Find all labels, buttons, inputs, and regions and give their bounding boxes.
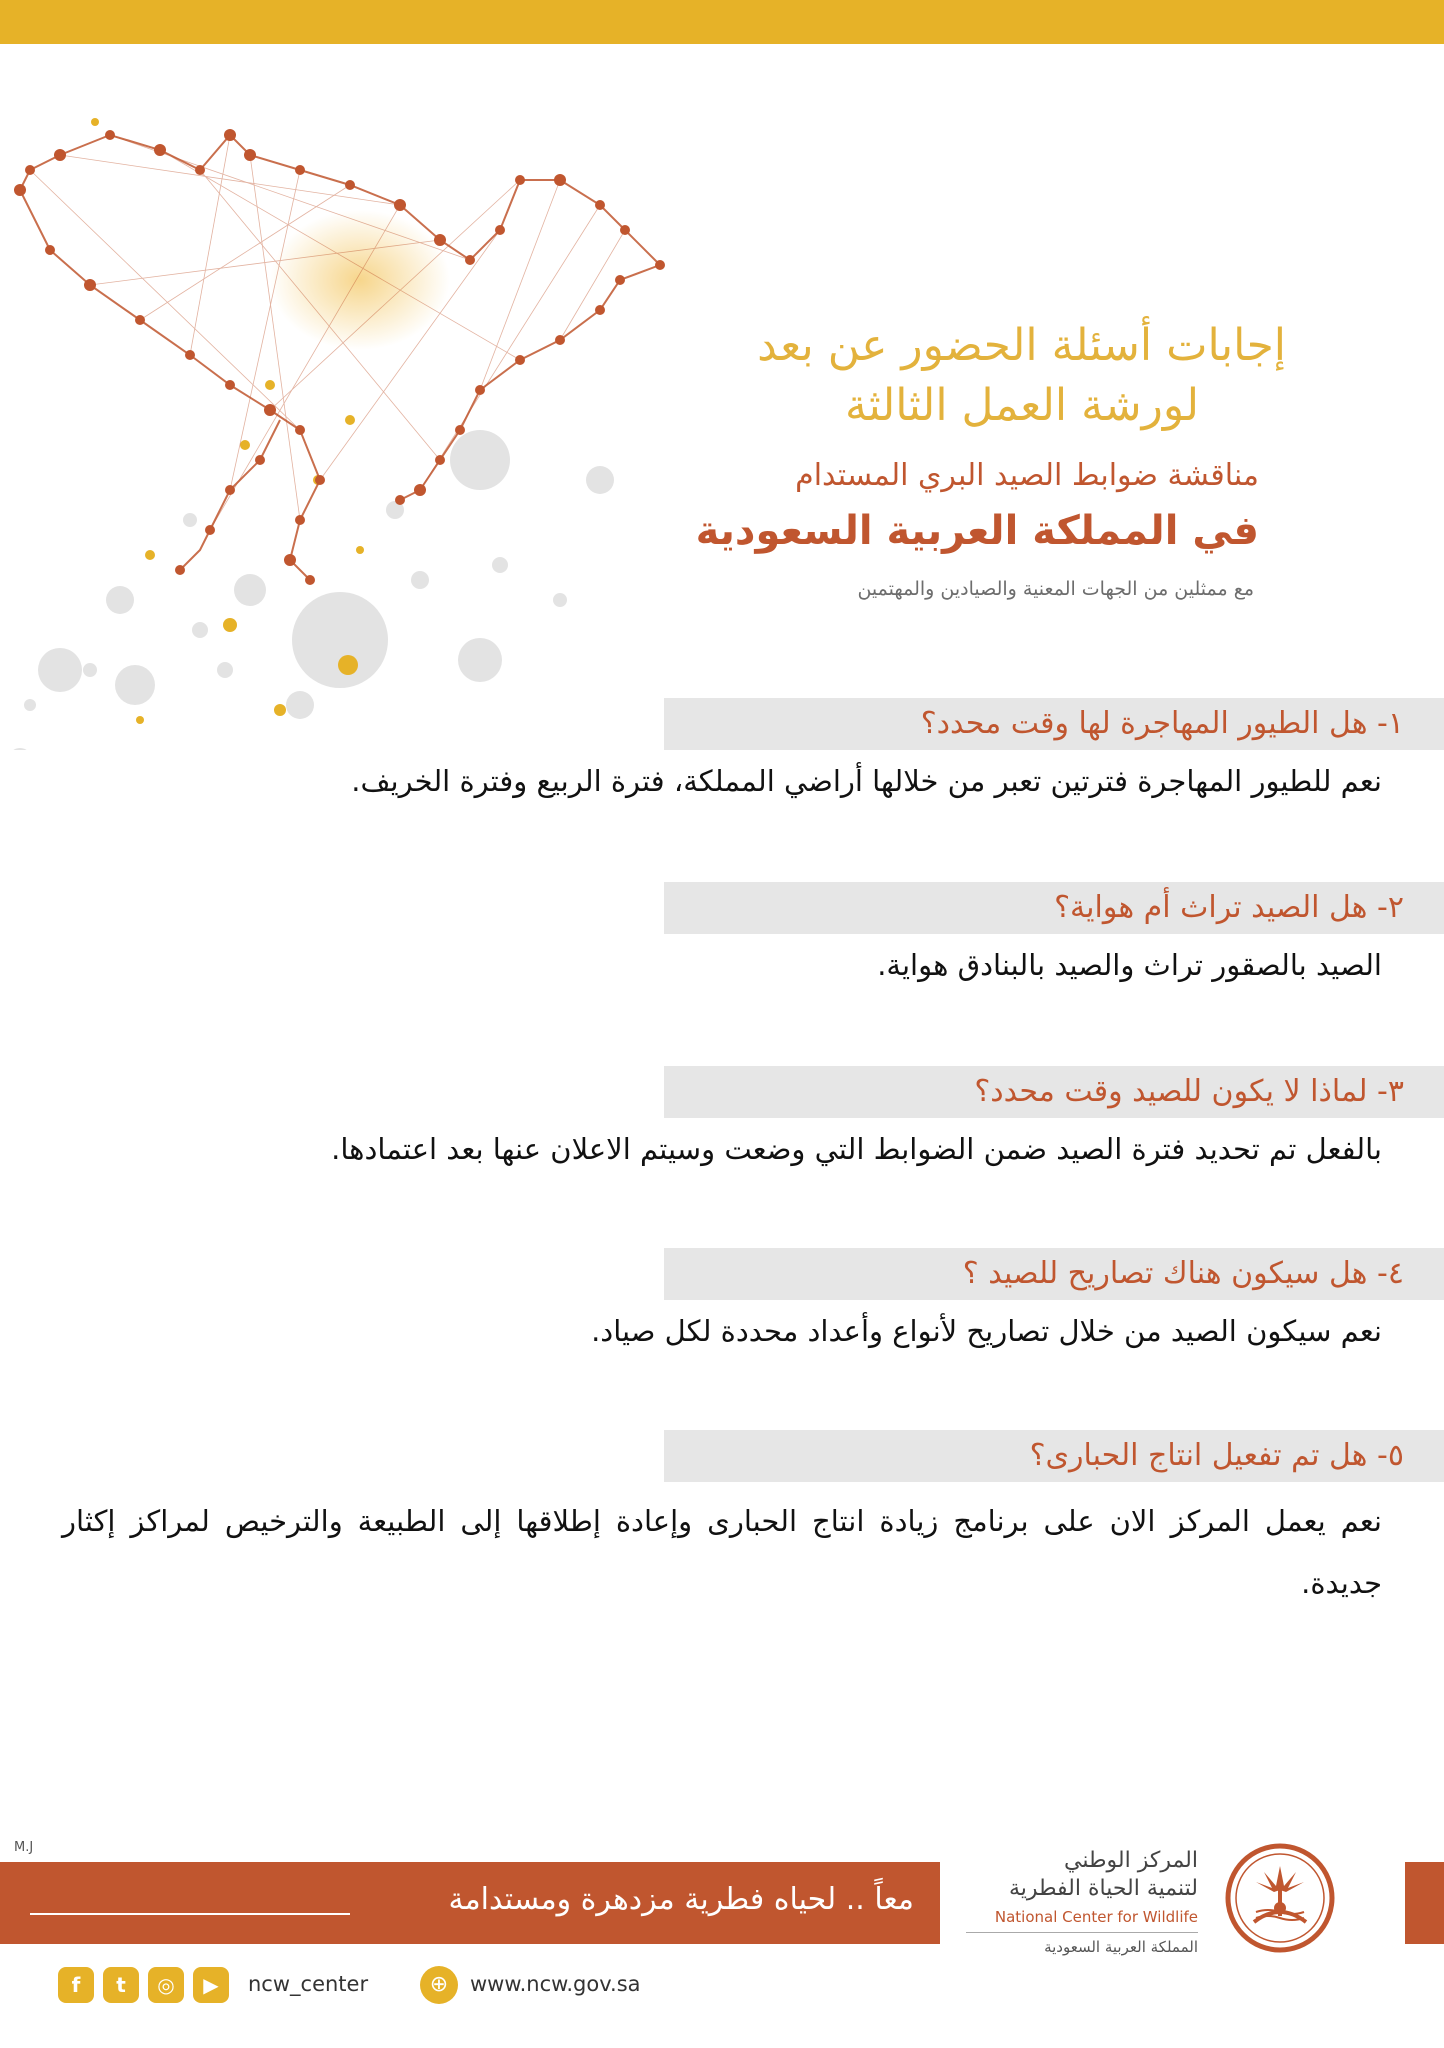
ncw-emblem — [1224, 1842, 1336, 1954]
question-4: ٤- هل سيكون هناك تصاريح للصيد ؟ — [962, 1256, 1404, 1291]
answer-3: بالفعل تم تحديد فترة الصيد ضمن الضوابط التي وضعت وسيتم الاعلان عنها بعد اعتمادها. — [331, 1132, 1382, 1166]
top-accent-bar — [0, 0, 1444, 44]
twitter-icon[interactable]: t — [103, 1967, 139, 2003]
slogan-underline — [30, 1913, 350, 1915]
question-band-5 — [664, 1430, 1444, 1482]
question-3: ٣- لماذا لا يكون للصيد وقت محدد؟ — [974, 1074, 1404, 1109]
falcon-network-illustration — [0, 110, 700, 750]
answer-4: نعم سيكون الصيد من خلال تصاريح لأنواع وأعداد محددة لكل صياد. — [591, 1314, 1382, 1348]
question-band-2 — [664, 882, 1444, 934]
org-name-ar-line1: المركز الوطني — [1064, 1848, 1198, 1873]
website-link[interactable]: www.ncw.gov.sa — [470, 1972, 641, 1996]
footer-bar-right — [1405, 1862, 1444, 1944]
question-1: ١- هل الطيور المهاجرة لها وقت محدد؟ — [920, 706, 1404, 741]
answer-5: نعم يعمل المركز الان على برنامج زيادة انتاج الحبارى وإعادة إطلاقها إلى الطبيعة والترخيص لمراكز إكثار جديدة. — [62, 1504, 1382, 1600]
question-band-1 — [664, 698, 1444, 750]
page-title-line2: لورشة العمل الثالثة — [844, 380, 1199, 431]
social-handle[interactable]: ncw_center — [248, 1972, 369, 1996]
answer-1: نعم للطيور المهاجرة فترتين تعبر من خلالها أراضي المملكة، فترة الربيع وفترة الخريف. — [351, 764, 1382, 798]
org-country: المملكة العربية السعودية — [1044, 1938, 1198, 1956]
designer-mark: M.J — [14, 1840, 34, 1855]
youtube-icon[interactable]: ▶ — [193, 1967, 229, 2003]
answer-2: الصيد بالصقور تراث والصيد بالبنادق هواية. — [877, 948, 1382, 982]
facebook-icon[interactable]: f — [58, 1967, 94, 2003]
org-name-en: National Center for Wildlife — [994, 1908, 1198, 1926]
question-band-4 — [664, 1248, 1444, 1300]
globe-icon[interactable]: ⊕ — [420, 1966, 458, 2004]
question-band-3 — [664, 1066, 1444, 1118]
org-name-ar-line2: لتنمية الحياة الفطرية — [1008, 1876, 1198, 1901]
workshop-subtitle-country: في المملكة العربية السعودية — [695, 508, 1259, 554]
question-2: ٢- هل الصيد تراث أم هواية؟ — [1054, 890, 1404, 925]
participants-note: مع ممثلين من الجهات المعنية والصيادين والمهتمين — [857, 578, 1254, 600]
question-5: ٥- هل تم تفعيل انتاج الحبارى؟ — [1029, 1438, 1404, 1473]
instagram-icon[interactable]: ◎ — [148, 1967, 184, 2003]
org-divider — [966, 1932, 1198, 1933]
page-title: إجابات أسئلة الحضور عن بعد — [757, 320, 1286, 371]
footer-slogan: معاً .. لحياه فطرية مزدهرة ومستدامة — [448, 1882, 914, 1917]
workshop-subtitle: مناقشة ضوابط الصيد البري المستدام — [795, 458, 1259, 493]
